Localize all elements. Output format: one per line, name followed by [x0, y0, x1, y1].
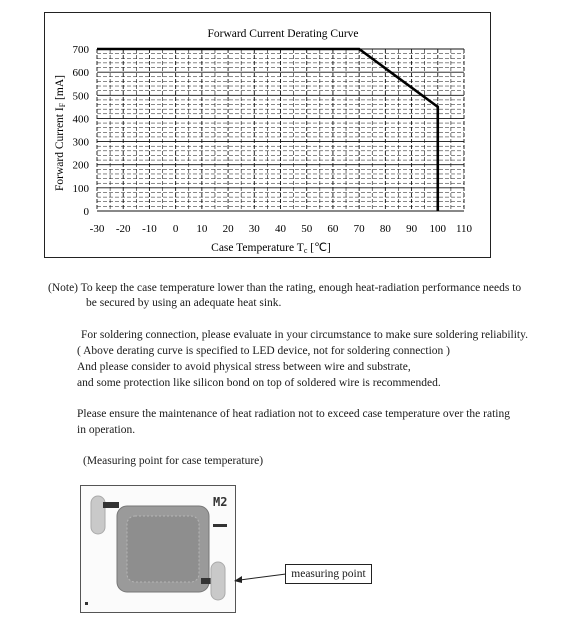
- x-tick-label: 90: [406, 223, 418, 235]
- note-line-6: and some protection like silicon bond on top of soldered wire is recommended.: [77, 377, 441, 389]
- emitter-area: [127, 516, 199, 582]
- x-tick-label: 50: [301, 223, 313, 235]
- derating-chart: [45, 13, 490, 257]
- electrode-pad-bottom-right: [211, 562, 225, 600]
- x-tick-label: 70: [353, 223, 365, 235]
- led-package-drawing: [81, 486, 235, 612]
- y-axis-label: Forward Current IF [mA]: [54, 75, 67, 191]
- measuring-point-callout: measuring point: [285, 564, 372, 584]
- x-tick-label: 110: [455, 223, 473, 235]
- y-tick-label: 400: [72, 113, 89, 126]
- x-tick-label: 40: [275, 223, 286, 235]
- x-tick-label: -30: [89, 223, 105, 235]
- y-tick-label: 700: [72, 44, 89, 56]
- chart-frame: [44, 12, 491, 258]
- x-tick-label: -20: [115, 223, 131, 235]
- x-tick-label: -10: [142, 223, 157, 235]
- electrode-pad-top-left: [91, 496, 105, 534]
- note-line-3: For soldering connection, please evaluate in your circumstance to make sure soldering reliability.: [81, 329, 528, 341]
- y-tick-label: 600: [72, 67, 89, 80]
- callout-arrow: [232, 566, 288, 586]
- note-line-7: Please ensure the maintenance of heat radiation not to exceed case temperature over the rating: [77, 408, 510, 420]
- x-axis-label: Case Temperature Tc [℃]: [211, 242, 331, 255]
- led-package-figure: [80, 485, 236, 613]
- x-tick-label: 80: [379, 223, 391, 235]
- note-line-5: And please consider to avoid physical stress between wire and substrate,: [77, 361, 411, 373]
- y-tick-label: 0: [83, 206, 89, 218]
- grid-layer: [97, 49, 464, 211]
- lead-top-left: [103, 502, 119, 508]
- y-tick-label: 200: [72, 159, 89, 172]
- note-line-2: be secured by using an adequate heat sink.: [86, 297, 282, 309]
- x-tick-label: 30: [248, 223, 260, 235]
- y-tick-label: 500: [72, 90, 89, 103]
- marking-label: M2: [213, 495, 228, 509]
- x-tick-label: 0: [172, 223, 179, 235]
- x-tick-label: 100: [429, 223, 447, 235]
- note-line-1: (Note) To keep the case temperature lower than the rating, enough heat-radiation performance needs to: [48, 282, 522, 294]
- corner-dot: [85, 602, 88, 605]
- x-tick-label: 60: [327, 223, 339, 235]
- y-tick-label: 100: [72, 182, 89, 195]
- note-line-4: ( Above derating curve is specified to LED device, not for soldering connection ): [77, 345, 450, 357]
- x-tick-label: 20: [222, 223, 234, 235]
- marking-bar: [213, 524, 227, 527]
- measuring-point-caption: (Measuring point for case temperature): [83, 455, 264, 467]
- x-tick-label: 10: [196, 223, 208, 235]
- chart-title: Forward Current Derating Curve: [207, 28, 359, 40]
- note-line-8: in operation.: [77, 424, 136, 436]
- y-tick-label: 300: [72, 136, 89, 149]
